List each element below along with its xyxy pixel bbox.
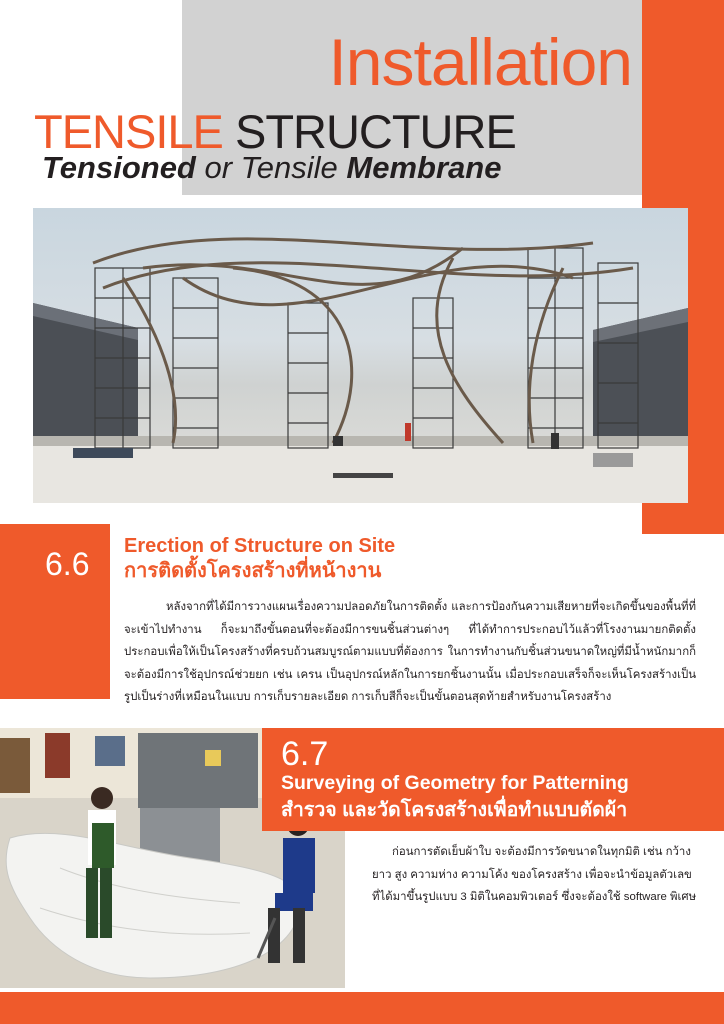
site-erection-illustration (33, 208, 688, 503)
tagline-membrane: Membrane (346, 150, 502, 185)
tagline (42, 148, 501, 188)
site-erection-photo (33, 208, 688, 503)
section-66-heading-en: Erection of Structure on Site (124, 535, 396, 557)
section-67-heading-en: Surveying of Geometry for Patterning (281, 772, 629, 794)
section-67-number: 6.7 (281, 735, 329, 773)
tagline-or-tensile: or Tensile (204, 150, 338, 185)
section-67-heading-th: สำรวจ และวัดโครงสร้างเพื่อทำแบบตัดผ้า (281, 799, 628, 821)
section-66-number: 6.6 (45, 546, 90, 582)
section-66-body: หลังจากที่ได้มีการวางแผนเรื่องความปลอดภัยในการติดตั้ง และการป้องกันความเสียหายที่จะเกิดขึ้นของพื้นที่ที่จะเข้าไปทำงาน ก็จะมาถึงขั้นตอนที่จะต้องมีการขนชิ้นส่วนต่างๆ ที่ได้ทำการประกอบไว้แล้วที่โรงงานมายกติดตั้งประกอบเพื่อให้เป็นโครงสร้างที่ครบถ้วนสมบูรณ์ตามแบบที่ต้องการ ในการทำงานกับชิ้นส่วนขนาดใหญ่ที่มีน้ำหนักมากก็จะต้องมีการใช้อุปกรณ์ช่วยยก เช่น เครน เป็นอุปกรณ์หลักในการยกชิ้นงานนั้น เมื่อประกอบเสร็จก็จะเห็นโครงสร้างเป็นรูปเป็นร่างที่เหมือนในแบบ การเก็บรายละเอียด การเก็บสีก็จะเป็นขั้นตอนสุดท้ายสำหรับงานโครงสร้าง (124, 601, 696, 704)
subtitle-structure: STRUCTURE (234, 105, 516, 158)
page-title: Installation (328, 25, 632, 99)
tagline-tensioned: Tensioned (42, 150, 196, 185)
footer-accent-bar (0, 992, 724, 1024)
section-67-body: ก่อนการตัดเย็บผ้าใบ จะต้องมีการวัดขนาดในทุกมิติ เช่น กว้าง ยาว สูง ความห่าง ความโค้ง ของโครงสร้าง เพื่อจะนำข้อมูลตัวเลขที่ได้มาขึ้นรูปแบบ 3 มิติในคอมพิวเตอร์ ซึ่งจะต้องใช้ software พิเศษ (372, 846, 697, 904)
subtitle-tensile: TENSILE (34, 105, 223, 158)
section-66-heading-th: การติดตั้งโครงสร้างที่หน้างาน (124, 560, 382, 582)
